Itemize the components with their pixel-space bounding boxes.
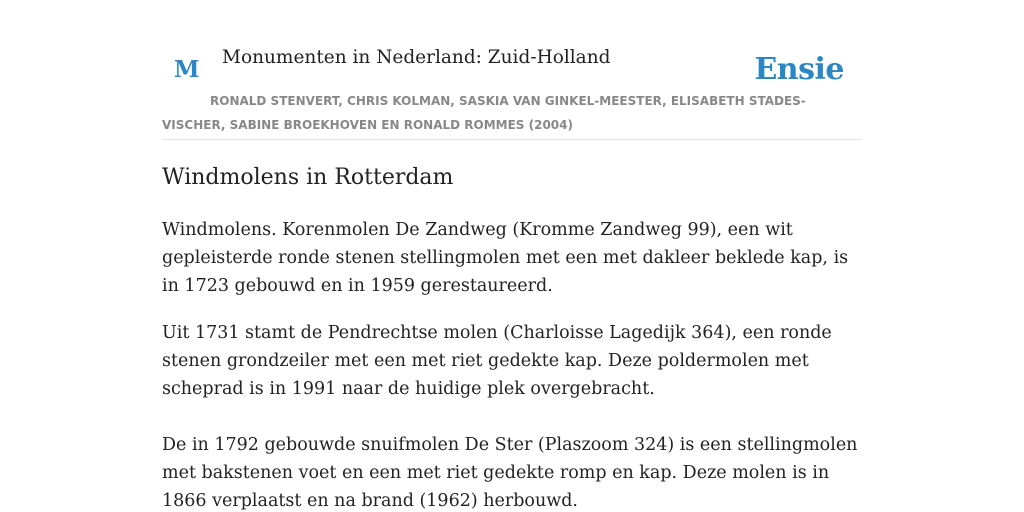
article-paragraph: Uit 1731 stamt de Pendrechtse molen (Charloisse Lagedijk 364), een ronde stenen grondzeiler met een met riet gedekte kap. Deze poldermolen met scheprad is in 1991 naar de huidige plek overgebracht. [162, 323, 832, 399]
authors-byline: RONALD STENVERT, CHRIS KOLMAN, SASKIA VAN GINKEL-MEESTER, ELISABETH STADES-VISCHER, SABINE BROEKHOVEN EN RONALD ROMMES (2004) [162, 94, 806, 132]
article-paragraph: Windmolens. Korenmolen De Zandweg (Kromme Zandweg 99), een wit gepleisterde ronde stenen stellingmolen met een met dakleer beklede kap, is in 1723 gebouwd en in 1959 gerestaureerd. [162, 220, 849, 296]
book-title[interactable]: Monumenten in Nederland: Zuid-Holland [222, 47, 611, 68]
article-paragraph: De in 1792 gebouwde snuifmolen De Ster (Plaszoom 324) is een stellingmolen met bakstenen voet en een met riet gedekte romp en kap. Deze molen is in 1866 verplaatst en na brand (1962) herbouwd. [162, 435, 858, 511]
monumenten-logo-icon[interactable]: M [174, 56, 200, 83]
header-divider [162, 139, 862, 140]
ensie-logo[interactable]: Ensie [754, 52, 844, 87]
article-title: Windmolens in Rotterdam [162, 165, 454, 190]
